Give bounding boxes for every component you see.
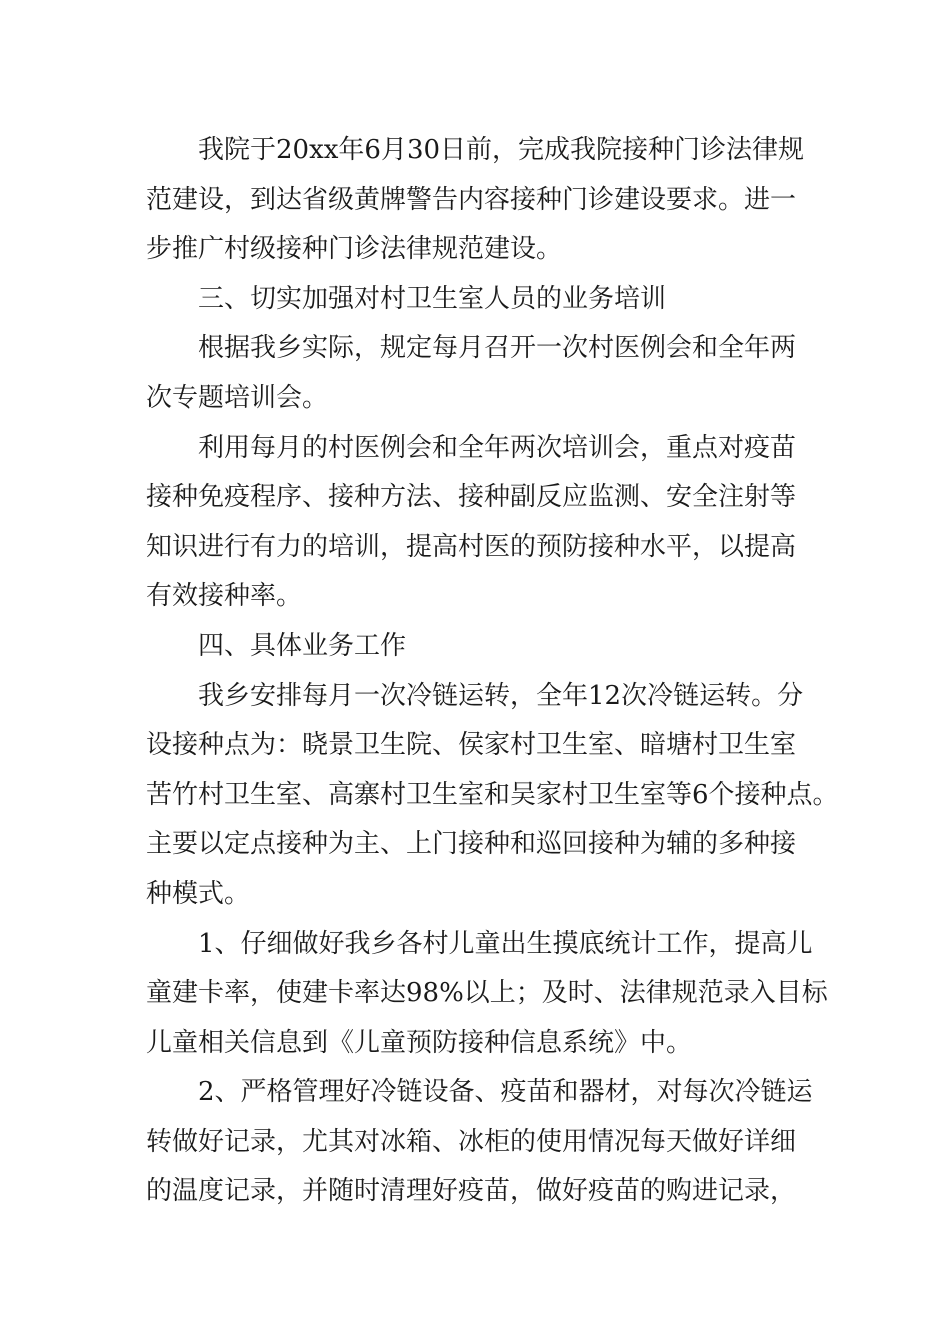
text-line: 设接种点为：晓景卫生院、侯家村卫生室、暗塘村卫生室 xyxy=(146,730,797,761)
text-line: 步推广村级接种门诊法律规范建设。 xyxy=(146,234,563,265)
text-line: 主要以定点接种为主、上门接种和巡回接种为辅的多种接 xyxy=(146,829,797,860)
text-line: 我乡安排每月一次冷链运转，全年12次冷链运转。分 xyxy=(198,680,804,711)
text-line: 利用每月的村医例会和全年两次培训会，重点对疫苗 xyxy=(198,432,797,463)
text-line: 有效接种率。 xyxy=(146,581,303,612)
text-line: 知识进行有力的培训，提高村医的预防接种水平，以提高 xyxy=(146,531,797,562)
text-line: 接种免疫程序、接种方法、接种副反应监测、安全注射等 xyxy=(146,482,797,513)
text-line: 次专题培训会。 xyxy=(146,382,329,413)
text-line: 儿童相关信息到《儿童预防接种信息系统》中。 xyxy=(146,1027,693,1058)
text-line: 我院于20xx年6月30日前，完成我院接种门诊法律规 xyxy=(198,135,805,165)
text-line: 范建设，到达省级黄牌警告内容接种门诊建设要求。进一 xyxy=(146,184,797,215)
section-heading: 四、具体业务工作 xyxy=(198,630,407,661)
section-heading: 三、切实加强对村卫生室人员的业务培训 xyxy=(198,283,667,314)
document-body xyxy=(146,126,839,1217)
text-line: 1、仔细做好我乡各村儿童出生摸底统计工作，提高儿 xyxy=(198,928,813,959)
text-line: 种模式。 xyxy=(146,878,251,909)
text-line: 童建卡率，使建卡率达98%以上；及时、法律规范录入目标 xyxy=(146,978,828,1009)
text-line: 转做好记录，尤其对冰箱、冰柜的使用情况每天做好详细 xyxy=(146,1126,797,1157)
text-line: 根据我乡实际，规定每月召开一次村医例会和全年两 xyxy=(198,333,797,364)
text-line: 2、严格管理好冷链设备、疫苗和器材，对每次冷链运 xyxy=(198,1077,813,1108)
text-line: 的温度记录，并随时清理好疫苗，做好疫苗的购进记录， xyxy=(146,1176,797,1207)
text-line: 苦竹村卫生室、高寨村卫生室和吴家村卫生室等6个接种点。 xyxy=(146,779,839,810)
